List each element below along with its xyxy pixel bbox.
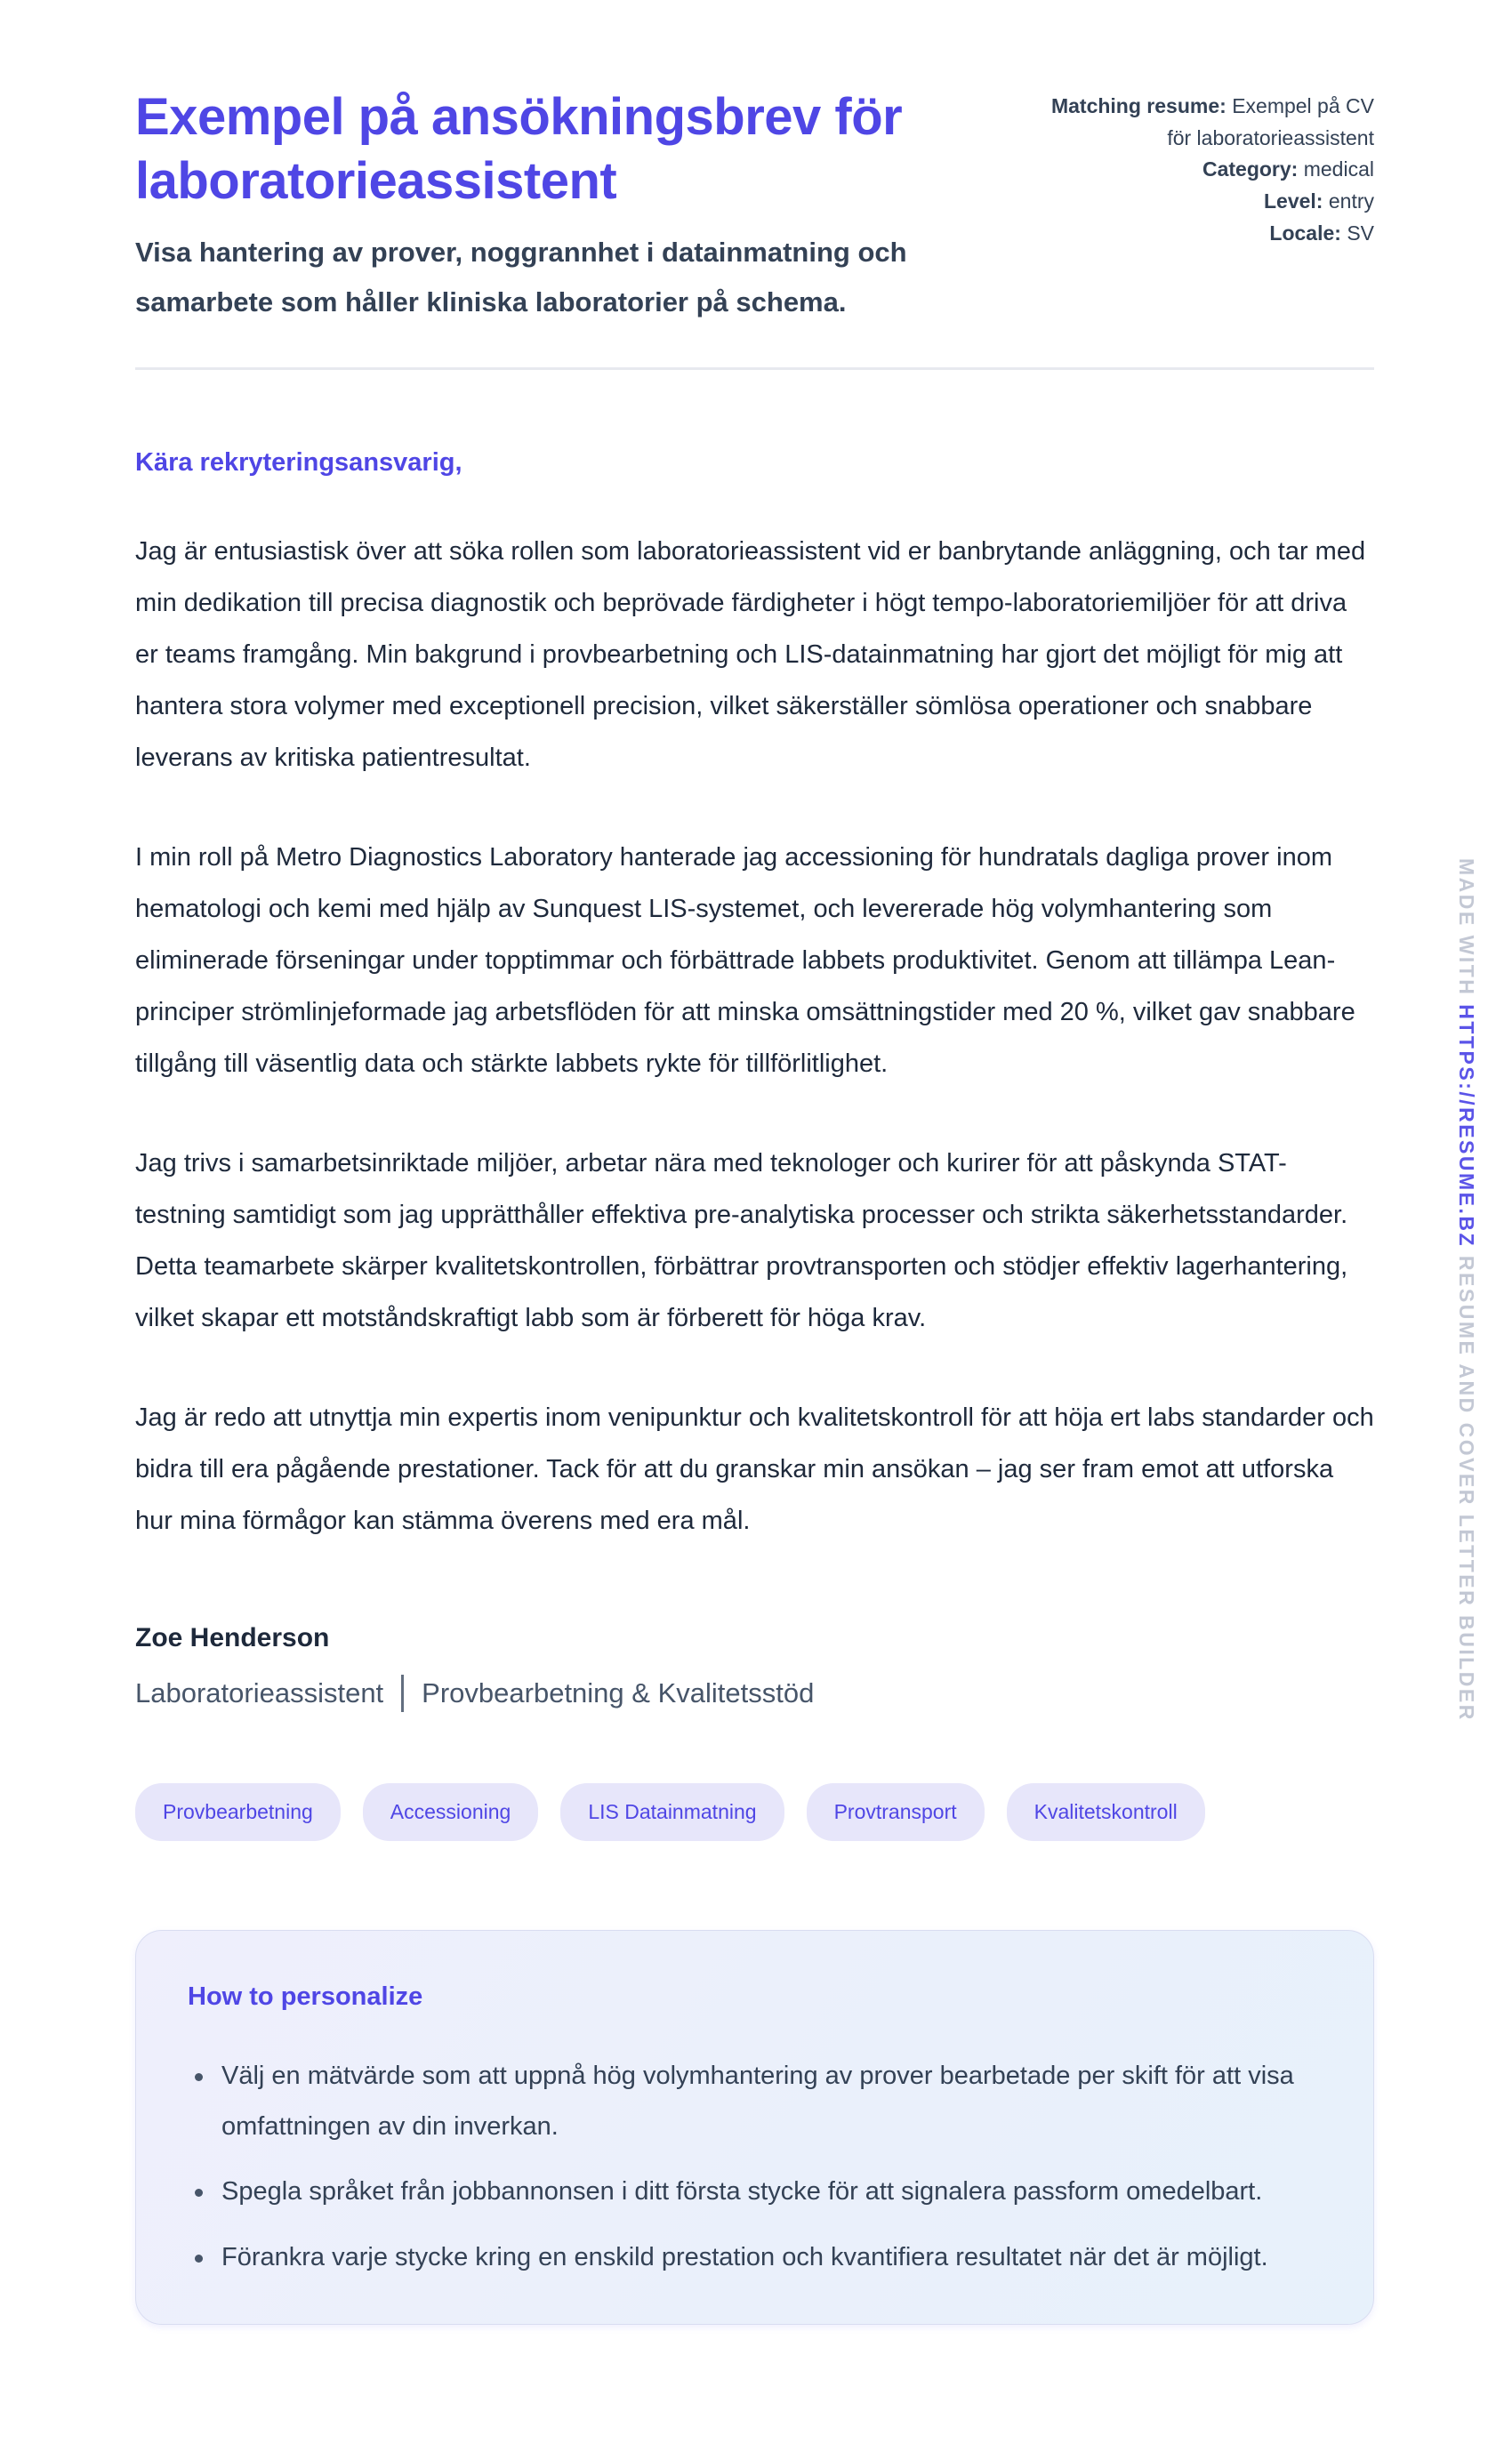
letter-paragraph-4: Jag är redo att utnyttja min expertis inom venipunktur och kvalitetskontroll för att höja ert labs standarder och bidra till era pågående prestationer. Tack för att du granskar min ansökan – jag ser fram emot att utforska hur mina förmågor kan stämma överens med era mål. [135, 1403, 1374, 1535]
personalize-bullet-3: Förankra varje stycke kring en enskild prestation och kvantifiera resultatet när det är möjligt. [188, 2232, 1329, 2283]
tag-accessioning[interactable]: Accessioning [363, 1783, 539, 1841]
meta-category-label: Category: [1202, 157, 1299, 181]
signature-role-separator [401, 1675, 404, 1712]
letter-paragraph-3: Jag trivs i samarbetsinriktade miljöer, arbetar nära med teknologer och kurirer för att påskynda STAT-testning samtidigt som jag upprätthåller effektiva pre-analytiska processer och strikta säkerhetsstandarder. Detta teamarbete skärper kvalitetskontrollen, förbättrar provtransporten och stödjer effektiv lagerhantering, vilket skapar ett motståndskraftigt labb som är förberett för höga krav. [135, 1148, 1348, 1332]
credit-prefix: MADE WITH [1455, 858, 1478, 1005]
page-subtitle: Visa hantering av prover, noggrannhet i datainmatning och samarbete som håller kliniska laboratorier på schema. [135, 236, 907, 318]
signature-role-secondary: Provbearbetning & Kvalitetsstöd [422, 1676, 815, 1708]
meta-level-label: Level: [1263, 189, 1323, 213]
letter-paragraph-1: Jag är entusiastisk över att söka rollen som laboratorieassistent vid er banbrytande anläggning, och tar med min dedikation till precisa diagnostik och beprövade färdigheter i högt tempo-laboratoriemiljöer för att driva er teams framgång. Min bakgrund i provbearbetning och LIS-datainmatning har gjort det möjligt för mig att hantera stora volymer med exceptionell precision, vilket säkerställer sömlösa operationer och snabbare leverans av kritiska patientresultat. [135, 536, 1366, 772]
meta-locale-label: Locale: [1269, 221, 1341, 245]
tag-list [135, 1783, 1374, 1841]
meta-category [1045, 154, 1374, 186]
meta-locale-value: SV [1347, 221, 1374, 245]
personalize-bullet-1: Välj en mätvärde som att uppnå hög volymhantering av prover bearbetade per skift för att visa omfattningen av din inverkan. [188, 2051, 1329, 2153]
personalize-bullet-list [188, 2051, 1329, 2284]
header-title-block [135, 85, 1016, 328]
meta-locale [1045, 218, 1374, 250]
made-with-credit [1454, 858, 1478, 1722]
tag-provtransport[interactable]: Provtransport [807, 1783, 985, 1841]
signature-role [135, 1675, 1374, 1712]
resume-bz-link[interactable]: HTTPS://RESUME.BZ [1455, 1004, 1478, 1249]
tag-provbearbetning[interactable]: Provbearbetning [135, 1783, 341, 1841]
meta-matching-resume-label: Matching resume: [1050, 94, 1226, 117]
meta-matching-resume-value: Exempel på CV för laboratorieassistent [1167, 94, 1374, 149]
tag-kvalitetskontroll[interactable]: Kvalitetskontroll [1007, 1783, 1205, 1841]
credit-suffix: RESUME AND COVER LETTER BUILDER [1455, 1248, 1478, 1722]
page-header [135, 85, 1374, 328]
meta-category-value: medical [1303, 157, 1374, 181]
header-divider [135, 367, 1374, 370]
page-title: Exempel på ansökningsbrev för laboratorieassistent [135, 88, 903, 210]
letter-paragraph-2: I min roll på Metro Diagnostics Laboratory hanterade jag accessioning för hundratals dagliga prover inom hematologi och kemi med hjälp av Sunquest LIS-systemet, och levererade hög volymhantering som eliminerade förseningar under topptimmar och förbättrade labbets produktivitet. Genom att tillämpa Lean-principer strömlinjeformade jag arbetsflöden för att minska omsättningstider med 20 %, vilket gav snabbare tillgång till väsentlig data och stärkte labbets rykte för tillförlitlighet. [135, 842, 1355, 1078]
personalize-card [135, 1930, 1374, 2326]
signature-name: Zoe Henderson [135, 1622, 330, 1652]
meta-matching-resume [1045, 91, 1374, 154]
meta-level-value: entry [1328, 189, 1374, 213]
meta-level [1045, 186, 1374, 218]
signature-role-primary: Laboratorieassistent [135, 1676, 384, 1708]
personalize-heading: How to personalize [188, 1982, 423, 2011]
meta-block [1045, 85, 1374, 249]
tag-lis-datainmatning[interactable]: LIS Datainmatning [560, 1783, 784, 1841]
personalize-bullet-2: Spegla språket från jobbannonsen i ditt första stycke för att signalera passform omedelbart. [188, 2167, 1329, 2217]
letter-greeting: Kära rekryteringsansvarig, [135, 447, 462, 477]
